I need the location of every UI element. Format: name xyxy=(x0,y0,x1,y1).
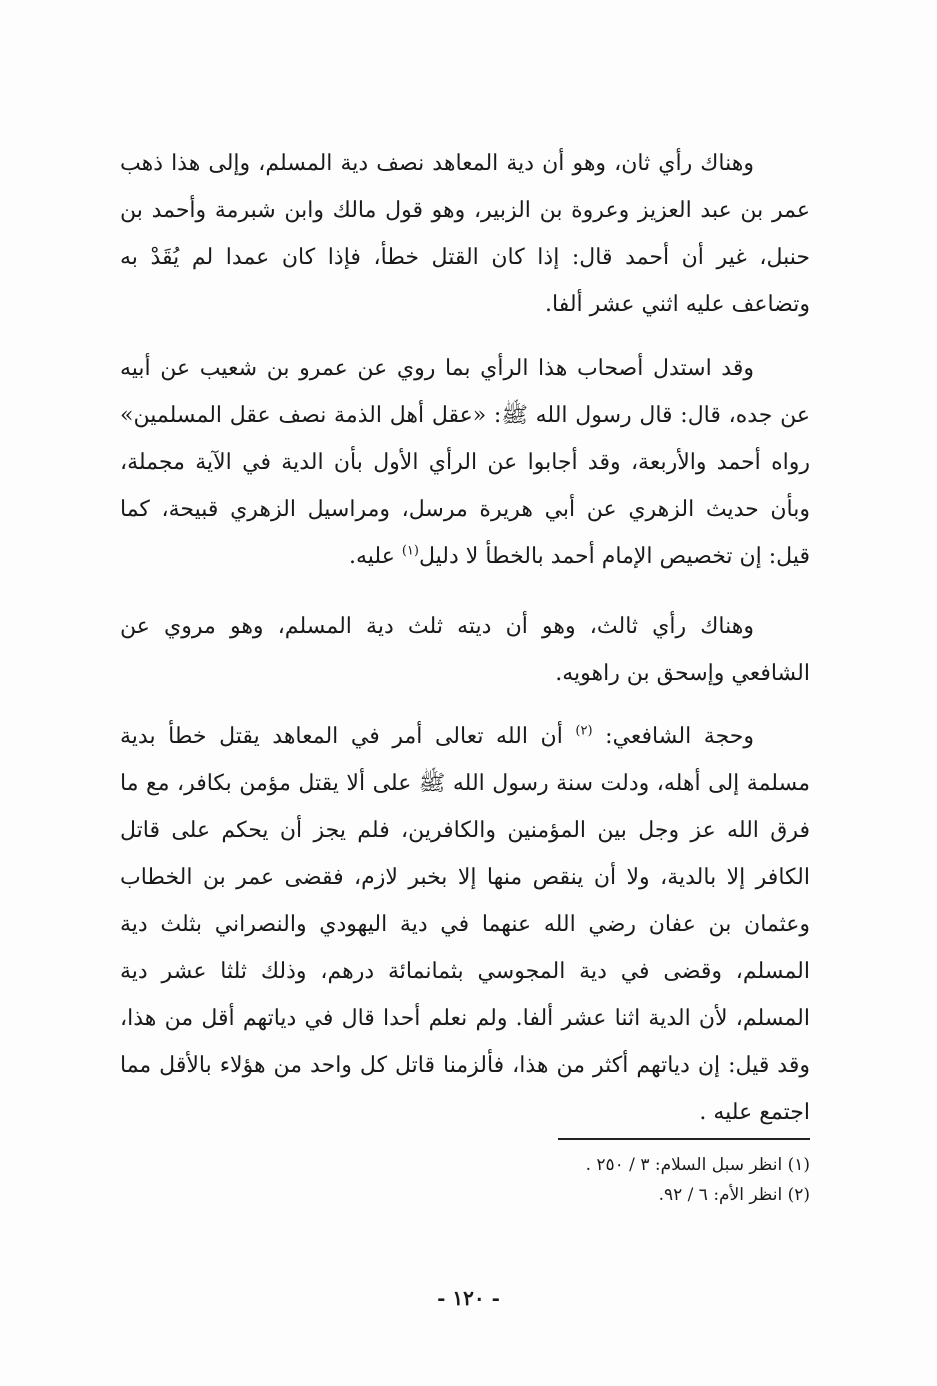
footnote-marker-1[interactable]: (١) xyxy=(401,543,419,559)
paragraph-evidence xyxy=(120,345,810,580)
paragraph-text: وهناك رأي ثان، وهو أن دية المعاهد نصف دية المسلم، وإلى هذا ذهب عمر بن عبد العزيز وعروة بن الزبير، وهو قول مالك وابن شبرمة وأحمد بن حنبل، غير أن أحمد قال: إذا كان القتل خطأ، فإذا كان عمدا لم يُقَدْ به وتضاعف عليه اثني عشر ألفا. xyxy=(120,151,810,317)
paragraph-text: أن الله تعالى أمر في المعاهد يقتل خطأ بدية مسلمة إلى أهله، ودلت سنة رسول الله ﷺ على ألا يقتل مؤمن بكافر، مع ما فرق الله عز وجل بين المؤمنين والكافرين، فلم يجز أن يحكم على قاتل الكافر إلا بالدية، ولا أن ينقص منها إلا بخبر لازم، فقضى عمر بن الخطاب وعثمان بن عفان رضي الله عنهما في دية اليهودي والنصراني بثلث دية المسلم، وقضى في دية المجوسي بثمانمائة درهم، وذلك ثلثا عشر دية المسلم، لأن الدية اثنا عشر ألفا. ولم نعلم أحدا قال في دياتهم أقل من هذا، وقد قيل: إن دياتهم أكثر من هذا، فألزمنا قاتل كل واحد من هؤلاء بالأقل مما اجتمع عليه . xyxy=(120,724,811,1125)
footnote-1: (١) انظر سبل السلام: ٣ / ٢٥٠ . xyxy=(585,1155,810,1175)
paragraph-third-opinion xyxy=(120,603,810,697)
paragraph-text: وهناك رأي ثالث، وهو أن ديته ثلث دية المسلم، وهو مروي عن الشافعي وإسحق بن راهويه. xyxy=(120,614,810,686)
paragraph-text: وقد استدل أصحاب هذا الرأي بما روي عن عمرو بن شعيب عن أبيه عن جده، قال: قال رسول الله ﷺ: «عقل أهل الذمة نصف عقل المسلمين» رواه أحمد والأربعة، وقد أجابوا عن الرأي الأول بأن الدية في الآية مجملة، وبأن حديث الزهري عن أبي هريرة مرسل، ومراسيل الزهري قبيحة، كما قيل: إن تخصيص الإمام أحمد بالخطأ لا دليل xyxy=(120,356,810,569)
paragraph-tail: عليه. xyxy=(349,544,402,569)
footnote-divider xyxy=(558,1138,810,1140)
paragraph-second-opinion xyxy=(120,140,810,328)
page-number: - ١٢٠ - xyxy=(437,1286,500,1310)
paragraph-lead: وحجة الشافعي: xyxy=(592,724,755,749)
paragraph-shafii-argument xyxy=(120,713,810,1136)
footnotes xyxy=(300,1150,810,1210)
footnote-marker-2[interactable]: (٢) xyxy=(575,723,593,739)
footnote-2: (٢) انظر الأم: ٦ / ٩٢. xyxy=(658,1185,810,1205)
